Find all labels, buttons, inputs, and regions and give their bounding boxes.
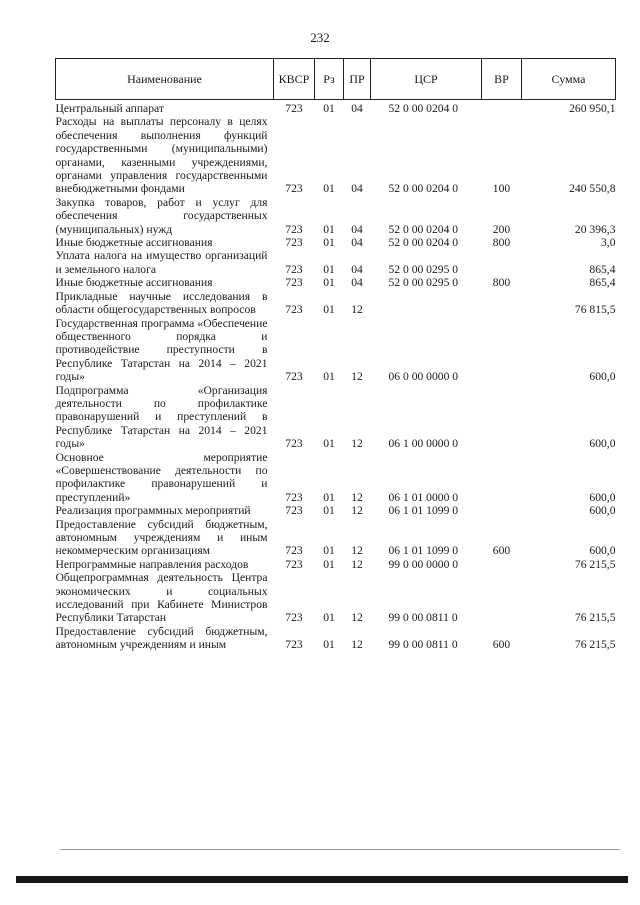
cell-name: Подпрограмма «Организация деятельности по профилактике правонарушений и преступлений в Республике Татарстан на 2014 – 2021 годы» [55,383,268,451]
cell-rz: 01 [323,557,335,571]
cell-rz: 01 [323,370,335,384]
table-row [56,518,616,558]
cell-pr: 12 [351,303,363,317]
cell-sum: 20 396,3 [574,222,616,236]
header-kvsr: КВСР [274,59,315,100]
table-row [56,504,616,517]
cell-pr: 12 [351,611,363,625]
cell-csr: 99 0 00 0811 0 [388,638,458,652]
table-row [56,115,616,195]
cell-kvsr: 723 [285,102,303,115]
cell-csr: 52 0 00 0204 0 [388,236,459,250]
cell-sum: 865,4 [589,276,616,290]
cell-pr: 12 [351,370,363,384]
cell-pr: 04 [351,236,363,250]
cell-csr: 52 0 00 0295 0 [388,276,459,290]
cell-rz: 01 [323,182,335,196]
cell-kvsr: 723 [285,276,303,290]
cell-kvsr: 723 [285,262,303,276]
table-row [56,196,616,236]
cell-vr: 800 [492,276,511,290]
cell-csr: 52 0 00 0295 0 [388,262,459,276]
table-body [56,100,616,652]
cell-rz: 01 [323,262,335,276]
cell-name: Закупка товаров, работ и услуг для обеспечения государственных (муниципальных) нужд [55,195,268,236]
cell-rz: 01 [323,437,335,451]
cell-name: Реализация программных мероприятий [55,504,251,518]
cell-pr: 12 [351,557,363,571]
cell-sum: 600,0 [589,437,616,451]
cell-kvsr: 723 [285,222,303,236]
table-row [56,625,616,652]
cell-vr [482,100,522,116]
cell-rz: 01 [323,276,335,290]
table-row [56,290,616,317]
cell-sum: 600,0 [589,504,616,518]
header-sum: Сумма [522,59,616,100]
cell-rz: 01 [323,236,335,250]
cell-csr: 06 1 00 0000 0 [388,437,459,451]
cell-kvsr: 723 [285,544,303,558]
cell-sum: 260 950,1 [569,102,616,115]
header-rz: Рз [315,59,344,100]
cell-pr: 04 [351,276,363,290]
table-row [56,276,616,289]
cell-csr: 06 1 01 1099 0 [388,504,459,518]
table-header [56,59,616,100]
cell-kvsr: 723 [285,504,303,518]
cell-csr: 52 0 00 0204 0 [388,182,459,196]
cell-kvsr: 723 [285,611,303,625]
cell-rz: 01 [323,222,335,236]
cell-name: Уплата налога на имущество организаций и земельного налога [55,249,268,276]
scan-edge-bar [16,876,628,883]
cell-kvsr: 723 [285,370,303,384]
cell-csr: 52 0 00 0204 0 [388,102,459,115]
cell-name: Предоставление субсидий бюджетным, автономным учреждениям и иным некоммерческим организациям [55,517,268,558]
cell-vr: 600 [492,544,511,558]
cell-kvsr: 723 [285,303,303,317]
cell-sum: 76 815,5 [574,303,616,317]
cell-name: Общепрограммная деятельность Центра экономических и социальных исследований при Кабинете Министров Республики Татарстан [55,571,268,625]
cell-pr: 04 [351,262,363,276]
cell-kvsr: 723 [285,182,303,196]
cell-sum: 600,0 [589,490,616,504]
cell-name: Иные бюджетные ассигнования [55,236,213,250]
cell-rz: 01 [323,490,335,504]
cell-rz: 01 [323,102,335,115]
budget-table-container [55,58,615,652]
cell-csr [371,290,482,317]
cell-csr: 06 1 01 0000 0 [388,490,459,504]
budget-table [55,58,616,652]
cell-rz: 01 [323,544,335,558]
header-csr: ЦСР [371,59,482,100]
cell-name: Центральный аппарат [55,102,164,115]
cell-sum: 3,0 [601,236,616,250]
cell-vr [482,558,522,571]
cell-kvsr: 723 [285,638,303,652]
cell-rz: 01 [323,638,335,652]
table-row [56,249,616,276]
cell-name: Государственная программа «Обеспечение общественного порядка и противодействие преступности в Республике Татарстан на 2014 – 2021 годы» [55,316,268,384]
cell-name: Прикладные научные исследования в области общегосударственных вопросов [55,289,268,317]
cell-sum: 76 215,5 [574,611,616,625]
cell-kvsr: 723 [285,236,303,250]
cell-rz: 01 [323,504,335,518]
cell-vr [482,290,522,317]
table-row [56,317,616,384]
cell-vr [482,571,522,625]
cell-sum: 76 215,5 [574,638,616,652]
cell-vr [482,317,522,384]
cell-csr: 99 0 00 0811 0 [388,611,458,625]
cell-csr: 99 0 00 0000 0 [388,557,459,571]
footer-divider [60,849,620,850]
cell-sum: 600,0 [589,370,616,384]
table-row [56,451,616,505]
cell-sum: 240 550,8 [569,182,616,196]
cell-csr: 52 0 00 0204 0 [388,222,459,236]
cell-kvsr: 723 [285,490,303,504]
cell-sum: 865,4 [589,262,616,276]
cell-vr [482,451,522,505]
cell-vr: 600 [492,638,511,652]
header-vr: ВР [482,59,522,100]
cell-kvsr: 723 [285,557,303,571]
table-row [56,384,616,451]
cell-vr: 800 [492,236,511,250]
cell-name: Предоставление субсидий бюджетным, автономным учреждениям и иным [55,624,268,652]
cell-rz: 01 [323,611,335,625]
cell-csr: 06 1 01 1099 0 [388,544,459,558]
cell-pr: 12 [351,544,363,558]
cell-pr: 12 [351,490,363,504]
cell-vr [482,249,522,276]
cell-pr: 04 [351,102,363,115]
cell-pr: 12 [351,638,363,652]
cell-vr: 200 [492,222,511,236]
cell-rz: 01 [323,303,335,317]
cell-vr [482,384,522,451]
cell-pr: 12 [351,437,363,451]
cell-kvsr: 723 [285,437,303,451]
table-row [56,236,616,249]
cell-pr: 04 [351,182,363,196]
cell-name: Иные бюджетные ассигнования [55,276,213,290]
cell-vr: 100 [492,182,511,196]
page-number: 232 [310,30,330,45]
cell-vr [482,504,522,517]
cell-name: Расходы на выплаты персоналу в целях обеспечения выполнения функций государственными (муниципальными) органами, казенными учреждениями, органами управления государственными внебюджетными фондами [55,115,268,196]
cell-csr: 06 0 00 0000 0 [388,370,459,384]
table-row [56,571,616,625]
cell-sum: 600,0 [589,544,616,558]
cell-name: Непрограммные направления расходов [55,557,249,571]
header-pr: ПР [344,59,371,100]
cell-sum: 76 215,5 [574,557,616,571]
cell-pr: 12 [351,504,363,518]
table-row [56,100,616,116]
header-row [56,59,616,100]
cell-name: Основное мероприятие «Совершенствование деятельности по профилактике правонарушений и преступлений» [55,450,268,504]
header-name: Наименование [56,59,274,100]
cell-pr: 04 [351,222,363,236]
table-row [56,558,616,571]
